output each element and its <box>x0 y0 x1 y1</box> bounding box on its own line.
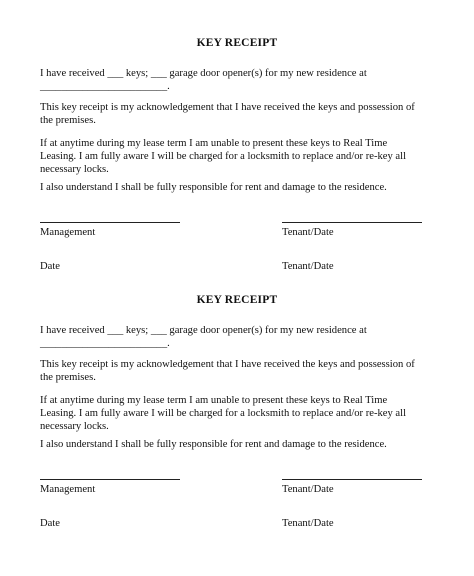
keys-received-paragraph <box>40 324 460 350</box>
paragraph-line: I have received ___ keys; ___ garage door opener(s) for my new residence at <box>40 68 367 79</box>
tenant-signature-line <box>282 222 422 223</box>
receipt-title: KEY RECEIPT <box>196 37 278 49</box>
locksmith-paragraph <box>40 394 460 433</box>
paragraph-line: ________________________. <box>40 81 170 92</box>
paragraph-line: If at anytime during my lease term I am unable to present these keys to Real Time <box>40 138 388 149</box>
management-label: Management <box>40 484 96 495</box>
paragraph-line: Leasing. I am fully aware I will be charged for a locksmith to replace and/or re-key all <box>40 408 407 419</box>
key-receipt-2 <box>0 257 474 545</box>
responsibility-paragraph: I also understand I shall be fully responsible for rent and damage to the residence. <box>40 439 387 450</box>
keys-received-paragraph <box>40 67 460 93</box>
receipt-title: KEY RECEIPT <box>196 294 278 306</box>
tenant-date-label: Tenant/Date <box>282 518 334 529</box>
paragraph-line: the premises. <box>40 372 96 383</box>
responsibility-paragraph: I also understand I shall be fully responsible for rent and damage to the residence. <box>40 182 387 193</box>
paragraph-line: necessary locks. <box>40 164 109 175</box>
paragraph-line: Leasing. I am fully aware I will be charged for a locksmith to replace and/or re-key all <box>40 151 407 162</box>
paragraph-line: ________________________. <box>40 338 170 349</box>
paragraph-line: the premises. <box>40 115 96 126</box>
acknowledgement-paragraph <box>40 101 460 127</box>
paragraph-line: This key receipt is my acknowledgement that I have received the keys and possession of <box>40 102 415 113</box>
tenant-date-label: Tenant/Date <box>282 227 334 238</box>
locksmith-paragraph <box>40 137 460 176</box>
paragraph-line: necessary locks. <box>40 421 109 432</box>
management-signature-line <box>40 479 180 480</box>
paragraph-line: This key receipt is my acknowledgement that I have received the keys and possession of <box>40 359 415 370</box>
tenant-date-label: Tenant/Date <box>282 484 334 495</box>
date-label: Date <box>40 518 60 529</box>
management-label: Management <box>40 227 96 238</box>
paragraph-line: If at anytime during my lease term I am unable to present these keys to Real Time <box>40 395 388 406</box>
paragraph-line: I have received ___ keys; ___ garage door opener(s) for my new residence at <box>40 325 367 336</box>
tenant-date-label: Tenant/Date <box>282 261 334 272</box>
acknowledgement-paragraph <box>40 358 460 384</box>
management-signature-line <box>40 222 180 223</box>
tenant-signature-line <box>282 479 422 480</box>
date-label: Date <box>40 261 60 272</box>
